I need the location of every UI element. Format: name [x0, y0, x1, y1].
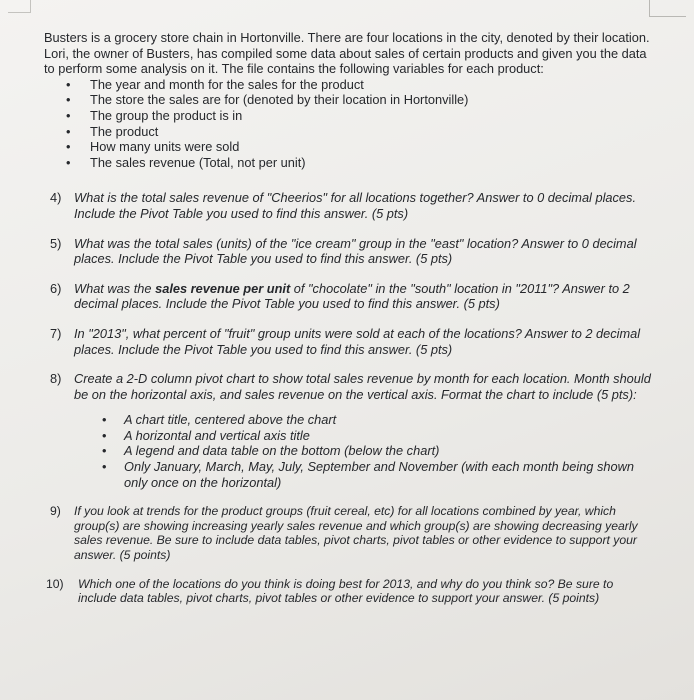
question-number: 4): [50, 190, 62, 206]
question-7: [44, 326, 654, 357]
variable-item: • How many units were sold: [44, 139, 654, 155]
question-number: 9): [50, 504, 61, 519]
cell-border-right: [649, 0, 686, 17]
chart-requirements-list: [44, 412, 654, 490]
question-number: 5): [50, 235, 62, 251]
cell-border-left: [8, 0, 31, 13]
question-5: [44, 236, 654, 267]
question-6: [44, 281, 654, 312]
document-body: [44, 30, 654, 606]
emphasis-text: sales revenue per unit: [155, 280, 291, 296]
variable-item: • The product: [44, 124, 654, 140]
intro-paragraph: Busters is a grocery store chain in Hortonville. There are four locations in the city, denoted by their location. Lori, the owner of Busters, has compiled some data about sales of certain products and given you the data to perform some analysis on it. The file contains the following variables for each product:: [44, 30, 650, 77]
question-number: 7): [50, 325, 62, 341]
question-9: [44, 504, 654, 562]
question-text: In "2013", what percent of "fruit" group units were sold at each of the locations? Answer to 2 decimal places. Include the Pivot Table you used to find this answer. (5 pts): [74, 325, 641, 357]
question-text: [74, 281, 654, 312]
question-4: [44, 190, 654, 221]
variables-list: [44, 77, 654, 171]
question-text: What is the total sales revenue of "Cheerios" for all locations together? Answer to 0 decimal places. Include the Pivot Table you used to find this answer. (5 pts): [74, 190, 637, 221]
question-text: Create a 2-D column pivot chart to show total sales revenue by month for each location. Month should be on the horizontal axis, and sales revenue on the vertical axis. Format the chart to include (5 pts):: [74, 371, 651, 402]
question-text: What was the total sales (units) of the "ice cream" group in the "east" location? Answer to 0 decimal places. Include the Pivot Table you used to find this answer. (5 pts): [74, 235, 637, 267]
question-8: [44, 371, 654, 402]
question-10: [44, 577, 654, 606]
variable-item: • The group the product is in: [44, 108, 654, 124]
question-number: 8): [50, 371, 62, 387]
question-number: 10): [46, 576, 64, 591]
requirement-item: • Only January, March, May, July, September and November (with each month being shown only once on the horizontal): [44, 459, 654, 490]
requirement-item: • A horizontal and vertical axis title: [44, 428, 654, 444]
variable-item: • The sales revenue (Total, not per unit): [44, 155, 654, 171]
variable-item: • The store the sales are for (denoted by their location in Hortonville): [44, 92, 654, 108]
requirement-item: • A chart title, centered above the chart: [44, 412, 654, 428]
variable-item: • The year and month for the sales for the product: [44, 77, 654, 93]
question-text: If you look at trends for the product groups (fruit cereal, etc) for all locations combined by year, which group(s) are showing increasing yearly sales revenue and which group(s) are showing decreasing yearly sales revenue. Be sure to include data tables, pivot charts, pivot tables or other evidence to support your answer. (5 points): [74, 504, 638, 563]
question-text-pre: What was the: [74, 280, 156, 296]
question-text: Which one of the locations do you think is doing best for 2013, and why do you think so? Be sure to include data tables, pivot charts, pivot tables or other evidence to support your answer. (5 points): [78, 576, 614, 606]
question-text-post: of "chocolate" in the "south" location in "2011"? Answer to 2 decimal places. Include the Pivot Table you used to find this answer. (5 pts): [74, 280, 630, 312]
question-number: 6): [50, 280, 62, 296]
requirement-item: • A legend and data table on the bottom (below the chart): [44, 443, 654, 459]
